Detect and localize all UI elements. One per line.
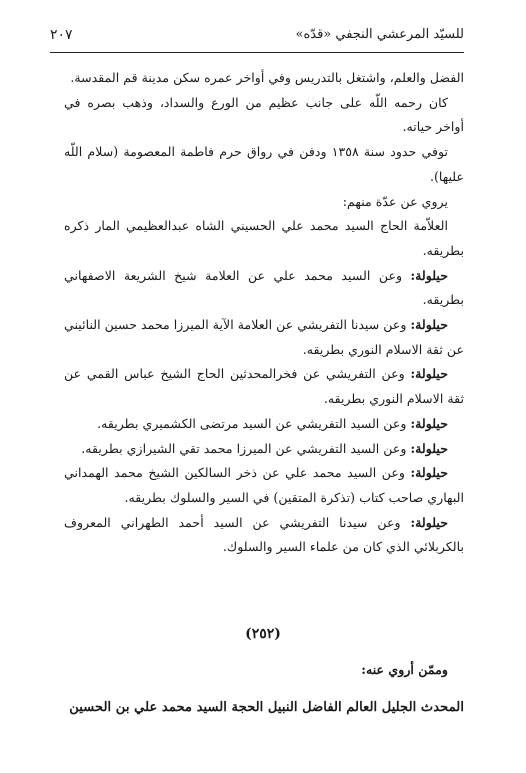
paragraph-text: وعن التفريشي عن فخرالمحدثين الحاج الشيخ عباس القمي عن ثقة الاسلام النوري بطريقه. bbox=[64, 366, 464, 407]
paragraph bbox=[64, 461, 464, 510]
paragraph: كان رحمه اللّه على جانب عظيم من الورع والسداد، وذهب بصره في أواخر حياته. bbox=[64, 94, 464, 135]
paragraph-lead: حيلولة: bbox=[410, 514, 448, 530]
page-header bbox=[50, 24, 464, 46]
header-rule bbox=[50, 52, 464, 53]
paragraph bbox=[64, 511, 464, 560]
paragraph-lead: حيلولة: bbox=[410, 440, 448, 456]
paragraph: يروي عن عدّة منهم: bbox=[342, 193, 448, 209]
paragraph: العلاّمة الحاج السيد محمد علي الحسيني الشاه عبدالعظيمي المار ذكره بطريقه. bbox=[64, 218, 464, 258]
paragraph-text: وعن سيدنا التفريشي عن العلامة الآية الميرزا محمد حسين النائيني عن ثقة الاسلام النوري بطريقه. bbox=[64, 317, 464, 357]
next-entry bbox=[60, 658, 464, 720]
page-number: ٢٠٧ bbox=[50, 27, 73, 43]
paragraph-lead: حيلولة: bbox=[410, 415, 448, 431]
paragraph: توفي حدود سنة ١٣٥٨ ودفن في رواق حرم فاطمة المعصومة (سلام اللّه عليها). bbox=[64, 144, 464, 184]
paragraph-lead: حيلولة: bbox=[410, 317, 448, 333]
paragraph bbox=[64, 313, 464, 362]
paragraph-text: وعن السيد التفريشي عن السيد مرتضى الكشميري بطريقه. bbox=[97, 415, 411, 431]
teacher-name: المحدث الجليل العالم الفاضل النبيل الحجة السيد محمد علي بن الحسين bbox=[69, 700, 464, 715]
paragraph: الفضل والعلم، واشتغل بالتدريس وفي أواخر عمره سكن مدينة قم المقدسة. bbox=[70, 70, 464, 85]
running-title: للسيّد المرعشي النجفي «قدّه» bbox=[295, 27, 464, 42]
paragraph bbox=[64, 264, 464, 313]
paragraph-text: وعن السيد التفريشي عن الميرزا محمد تقي الشيرازي بطريقه. bbox=[81, 440, 411, 456]
paragraph bbox=[64, 437, 464, 462]
section-number: (٢٥٢) bbox=[245, 626, 281, 642]
main-text bbox=[64, 66, 464, 560]
paragraph bbox=[64, 412, 464, 437]
paragraph-lead: حيلولة: bbox=[410, 366, 448, 382]
paragraph-lead: حيلولة: bbox=[410, 465, 448, 481]
paragraph-text: وعن السيد محمد علي عن العلامة شيخ الشريعة الاصفهاني بطريقه. bbox=[64, 267, 464, 308]
paragraph bbox=[64, 362, 464, 411]
entry-intro: وممّن أروي عنه: bbox=[361, 662, 448, 677]
paragraph-lead: حيلولة: bbox=[410, 267, 448, 283]
paragraph-text: وعن السيد محمد علي عن ذخر السالكين الشيخ محمد الهمداني البهاري صاحب كتاب (تذكرة المتقين) في السير والسلوك بطريقه. bbox=[64, 465, 464, 505]
paragraph-text: وعن سيدنا التفريشي عن السيد أحمد الطهراني المعروف بالكربلائي الذي كان من علماء السير والسلوك. bbox=[64, 514, 464, 555]
